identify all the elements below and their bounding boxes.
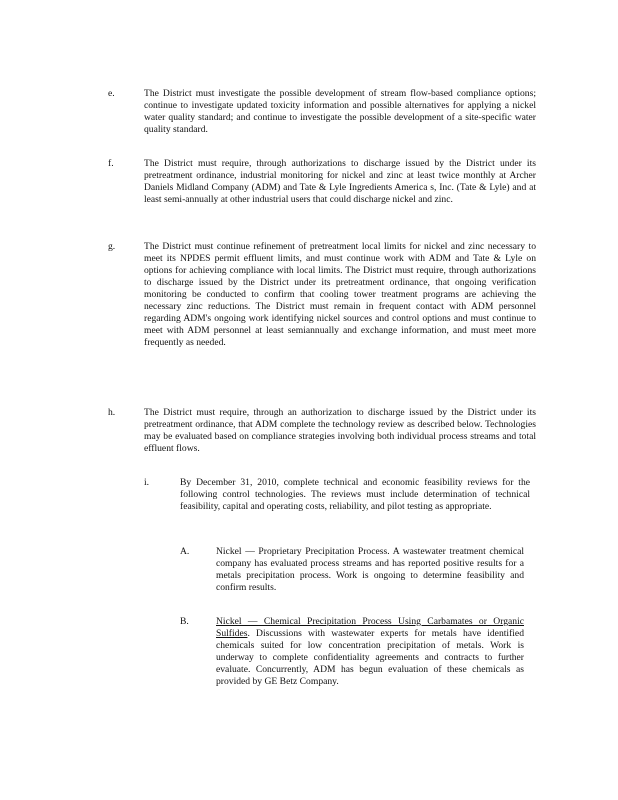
item-text: The District must require, through authorizations to discharge issued by the District under its pretreatment ordinance, industrial monitoring for nickel and zinc at least twice monthly at Archer Daniels Midland Company (ADM) and Tate & Lyle Ingredients America s, Inc. (Tate & Lyle) and at least semi-annually at other industrial users that could discharge nickel and zinc. bbox=[144, 158, 536, 205]
item-marker: e. bbox=[108, 88, 115, 99]
item-body bbox=[216, 616, 524, 688]
item-marker: h. bbox=[108, 407, 116, 418]
item-marker: g. bbox=[108, 241, 116, 252]
item-text: The District must continue refinement of pretreatment local limits for nickel and zinc necessary to meet its NPDES permit effluent limits, and must continue work with ADM and Tate & Lyle on options for achieving compliance with local limits. The District must require, through authorizations to discharge issued by the District under its pretreatment ordinance, that ongoing verification monitoring be conducted to confirm that cooling tower treatment programs are achieving the necessary zinc reductions. The District must remain in frequent contact with ADM personnel regarding ADM's ongoing work identifying nickel sources and control options and must continue to meet with ADM personnel at least semiannually and exchange information, and must meet more frequently as needed. bbox=[144, 241, 536, 348]
item-marker: f. bbox=[108, 158, 114, 169]
item-text: Nickel — Proprietary Precipitation Process. A wastewater treatment chemical company has evaluated process streams and has reported positive results for a metals precipitation process. Work is ongoing to determine feasibility and confirm results. bbox=[216, 546, 524, 593]
item-text: The District must investigate the possible development of stream flow-based compliance options; continue to investigate updated toxicity information and possible alternatives for applying a nickel water quality standard; and continue to investigate the possible development of a site-specific water quality standard. bbox=[144, 88, 536, 135]
item-text: By December 31, 2010, complete technical and economic feasibility reviews for the following control technologies. The reviews must include determination of technical feasibility, capital and operating costs, reliability, and pilot testing as appropriate. bbox=[180, 477, 530, 512]
item-text: The District must require, through an authorization to discharge issued by the District under its pretreatment ordinance, that ADM complete the technology review as described below. Technologies may be evaluated based on compliance strategies involving both individual process streams and total effluent flows. bbox=[144, 407, 536, 454]
item-marker: A. bbox=[180, 546, 190, 557]
item-text: . Discussions with wastewater experts for metals have identified chemicals suited for low concentration precipitation of metals. Work is underway to complete confidentiality agreements and contracts to further evaluate. Concurrently, ADM has begun evaluation of these chemicals as provided by GE Betz Company. bbox=[216, 628, 524, 687]
item-title: Nickel — Chemical Precipitation Process Using Carbamates or Organic Sulfides bbox=[216, 616, 524, 639]
item-marker: B. bbox=[180, 616, 189, 627]
item-marker: i. bbox=[144, 477, 150, 488]
